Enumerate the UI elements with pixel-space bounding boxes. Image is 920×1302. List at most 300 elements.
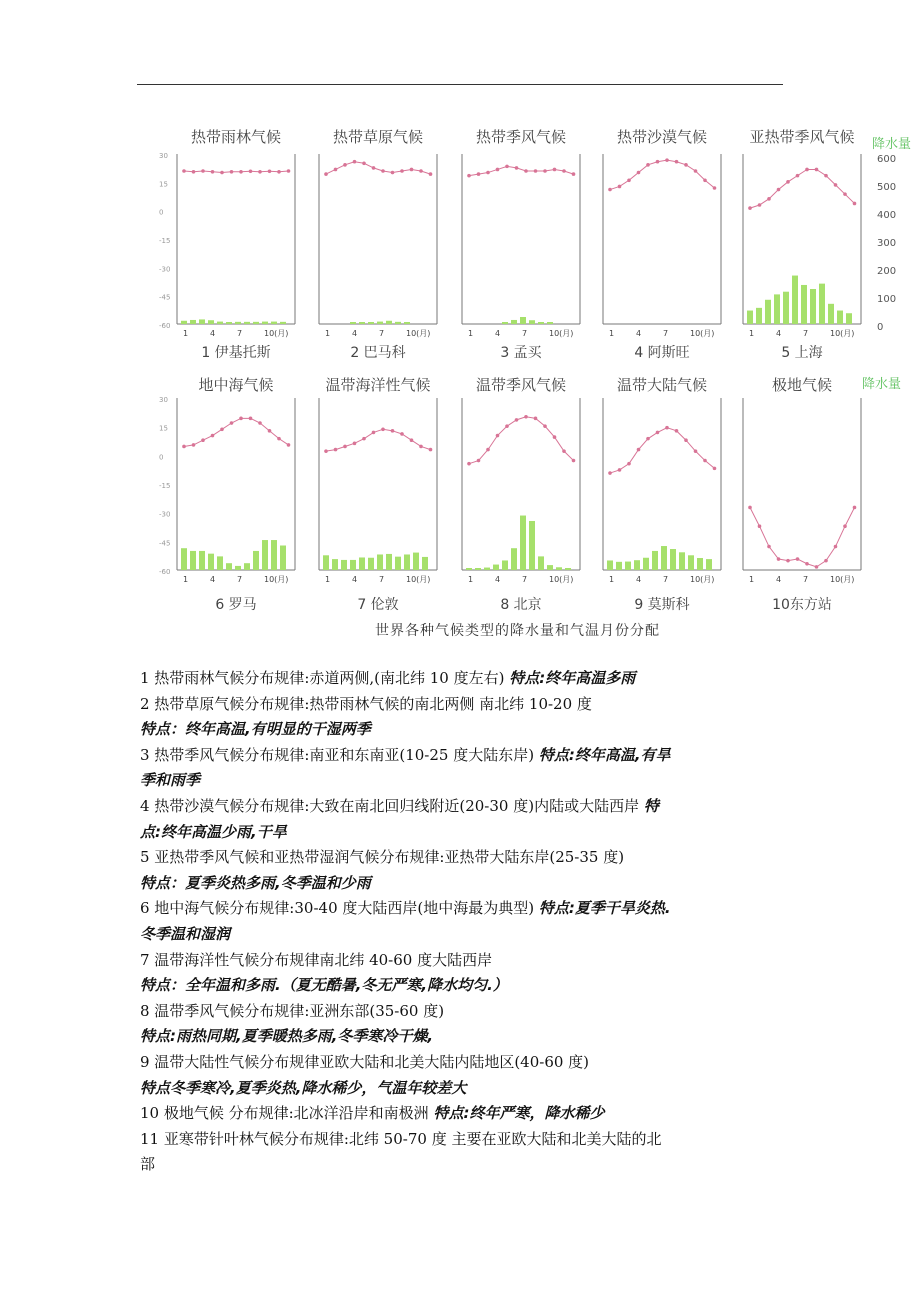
- precipitation-bar: [634, 560, 640, 570]
- precipitation-tick-label: 400: [877, 210, 897, 221]
- temperature-point: [786, 180, 790, 184]
- precipitation-bar: [774, 294, 780, 324]
- figure-caption: 世界各种气候类型的降水量和气温月份分配: [375, 623, 660, 639]
- month-tick-label: 1: [183, 329, 189, 338]
- temperature-point: [496, 434, 500, 438]
- month-tick-label: 4: [495, 575, 501, 584]
- temperature-point: [400, 169, 404, 173]
- precipitation-bar: [395, 557, 401, 570]
- precipitation-bar: [208, 554, 214, 570]
- precipitation-bar: [217, 322, 223, 324]
- temperature-point: [239, 170, 243, 174]
- temperature-point: [843, 524, 847, 528]
- panel-place-label: 3 孟买: [500, 345, 542, 361]
- temperature-point: [627, 178, 631, 182]
- temperature-point: [192, 170, 196, 174]
- month-tick-label: 7: [522, 329, 528, 338]
- temperature-point: [608, 188, 612, 192]
- temperature-point: [211, 434, 215, 438]
- temperature-point: [429, 172, 433, 176]
- precipitation-bar: [199, 551, 205, 570]
- climate-feature: 点:终年高温少雨,干旱: [140, 822, 287, 841]
- temperature-point: [486, 448, 490, 452]
- temperature-point: [268, 429, 272, 433]
- temperature-point: [777, 557, 781, 561]
- month-tick-label: 4: [352, 575, 358, 584]
- distribution-rule: 6 地中海气候分布规律:30-40 度大陆西岸(地中海最为典型): [140, 899, 539, 918]
- temperature-line: [750, 507, 855, 566]
- precipitation-bar: [377, 322, 383, 324]
- temperature-point: [843, 192, 847, 196]
- temperature-point: [391, 429, 395, 433]
- temperature-tick-label: 0: [159, 453, 164, 462]
- text-line: [140, 922, 790, 948]
- climate-feature: 特点:终年严寒，降水稀少: [433, 1104, 605, 1123]
- precipitation-bar: [332, 559, 338, 570]
- climate-feature: 特点：终年高温,有明显的干湿两季: [140, 720, 371, 739]
- precipitation-bar: [217, 556, 223, 570]
- temperature-point: [400, 432, 404, 436]
- temperature-tick-label: -60: [159, 568, 171, 576]
- climate-feature: 特点:终年高温,有旱: [538, 745, 671, 764]
- temperature-line: [184, 171, 289, 173]
- temperature-point: [646, 163, 650, 167]
- month-tick-label: 4: [495, 329, 501, 338]
- text-line: [140, 1127, 790, 1153]
- climate-description: [140, 666, 790, 1178]
- month-tick-label: 7: [663, 329, 669, 338]
- precipitation-bar: [810, 289, 816, 324]
- precipitation-bar: [244, 322, 250, 324]
- temperature-tick-label: -15: [159, 482, 171, 490]
- temperature-point: [515, 418, 519, 422]
- temperature-point: [834, 183, 838, 187]
- text-line: [140, 871, 790, 897]
- temperature-point: [324, 449, 328, 453]
- precipitation-bar: [511, 320, 517, 324]
- temperature-point: [543, 169, 547, 173]
- precipitation-tick-label: 500: [877, 182, 897, 193]
- precipitation-bar: [679, 552, 685, 570]
- climate-feature: 特点:雨热同期,夏季暖热多雨,冬季寒冷干燥,: [140, 1027, 434, 1046]
- temperature-point: [220, 171, 224, 175]
- temperature-point: [758, 203, 762, 207]
- temperature-point: [553, 168, 557, 172]
- temperature-point: [201, 438, 205, 442]
- temperature-point: [767, 197, 771, 201]
- temperature-point: [553, 435, 557, 439]
- temperature-point: [665, 158, 669, 162]
- precipitation-bar: [538, 322, 544, 324]
- temperature-point: [796, 174, 800, 178]
- precipitation-bar: [226, 563, 232, 570]
- temperature-point: [249, 170, 253, 174]
- temperature-point: [572, 172, 576, 176]
- temperature-point: [258, 421, 262, 425]
- month-tick-label: 4: [776, 575, 782, 584]
- temperature-point: [572, 459, 576, 463]
- precipitation-bar: [359, 557, 365, 570]
- temperature-point: [496, 168, 500, 172]
- temperature-tick-label: 30: [159, 152, 168, 160]
- temperature-point: [249, 417, 253, 421]
- temperature-point: [419, 445, 423, 449]
- temperature-point: [429, 448, 433, 452]
- temperature-tick-label: -45: [159, 293, 171, 302]
- temperature-point: [287, 443, 291, 447]
- month-tick-label: 7: [803, 329, 809, 338]
- month-tick-label: 7: [663, 575, 669, 584]
- precipitation-bar: [359, 322, 365, 324]
- temperature-point: [805, 168, 809, 172]
- temperature-tick-label: 30: [159, 396, 168, 404]
- precipitation-bar: [502, 322, 508, 324]
- precipitation-bar: [253, 322, 259, 324]
- precipitation-bar: [280, 545, 286, 570]
- text-line: [140, 1076, 790, 1102]
- text-line: [140, 743, 790, 769]
- precipitation-bar: [271, 540, 277, 570]
- temperature-point: [675, 160, 679, 164]
- temperature-point: [211, 170, 215, 174]
- precipitation-bar: [404, 554, 410, 570]
- temperature-point: [391, 171, 395, 175]
- temperature-point: [694, 169, 698, 173]
- temperature-tick-label: -60: [159, 322, 171, 330]
- month-tick-label: 10(月): [830, 329, 855, 338]
- temperature-point: [534, 169, 538, 173]
- precipitation-bar: [466, 568, 472, 570]
- precipitation-bar: [422, 557, 428, 570]
- precipitation-bar: [652, 551, 658, 570]
- precipitation-bar: [235, 566, 241, 570]
- precipitation-bar: [801, 285, 807, 324]
- temperature-point: [853, 202, 857, 206]
- temperature-tick-label: -30: [159, 265, 171, 274]
- temperature-point: [853, 506, 857, 510]
- precipitation-bar: [386, 321, 392, 324]
- precipitation-tick-label: 200: [877, 266, 897, 277]
- month-tick-label: 4: [210, 329, 216, 338]
- temperature-point: [353, 442, 357, 446]
- climate-feature: 特点:夏季干旱炎热.: [538, 899, 671, 918]
- distribution-rule: 5 亚热带季风气候和亚热带湿润气候分布规律:亚热带大陆东岸(25-35 度): [140, 848, 625, 867]
- temperature-point: [353, 160, 357, 164]
- month-tick-label: 1: [609, 329, 615, 338]
- temperature-point: [268, 170, 272, 174]
- panel-title: 亚热带季风气候: [749, 128, 855, 146]
- temperature-point: [372, 166, 376, 170]
- panel-place-label: 1 伊基托斯: [201, 345, 271, 361]
- month-tick-label: 7: [803, 575, 809, 584]
- climate-figure: [137, 118, 920, 648]
- temperature-point: [748, 506, 752, 510]
- month-tick-label: 1: [468, 329, 474, 338]
- climate-charts: [137, 118, 920, 618]
- panel-place-label: 10东方站: [772, 597, 832, 613]
- temperature-point: [656, 431, 660, 435]
- distribution-rule: 9 温带大陆性气候分布规律亚欧大陆和北美大陆内陆地区(40-60 度): [140, 1052, 590, 1071]
- text-line: [140, 717, 790, 743]
- precipitation-bar: [661, 546, 667, 570]
- temperature-point: [713, 467, 717, 471]
- climate-feature: 特: [643, 796, 659, 815]
- panel-place-label: 5 上海: [781, 345, 823, 361]
- temperature-point: [684, 438, 688, 442]
- precipitation-bar: [616, 562, 622, 570]
- temperature-point: [713, 186, 717, 190]
- text-line: [140, 896, 790, 922]
- panel-title: 热带雨林气候: [190, 128, 282, 146]
- month-tick-label: 10(月): [406, 329, 431, 338]
- temperature-point: [477, 459, 481, 463]
- precipitation-tick-label: 600: [877, 154, 897, 165]
- precipitation-bar: [765, 300, 771, 324]
- month-tick-label: 1: [609, 575, 615, 584]
- month-tick-label: 7: [237, 575, 243, 584]
- temperature-point: [477, 172, 481, 176]
- temperature-point: [505, 424, 509, 428]
- temperature-point: [618, 468, 622, 472]
- text-line: [140, 794, 790, 820]
- precipitation-bar: [350, 560, 356, 570]
- temperature-point: [543, 424, 547, 428]
- temperature-point: [824, 559, 828, 563]
- temperature-point: [467, 462, 471, 466]
- temperature-point: [343, 163, 347, 167]
- temperature-point: [410, 168, 414, 172]
- panel-title: 极地气候: [771, 376, 833, 394]
- text-line: [140, 1152, 790, 1178]
- month-tick-label: 10(月): [549, 329, 574, 338]
- distribution-rule: 部: [140, 1155, 156, 1174]
- temperature-point: [277, 170, 281, 174]
- temperature-point: [324, 172, 328, 176]
- month-tick-label: 4: [636, 329, 642, 338]
- precipitation-bar: [280, 322, 286, 324]
- temperature-point: [362, 161, 366, 165]
- month-tick-label: 7: [379, 575, 385, 584]
- precipitation-bar: [226, 322, 232, 324]
- precipitation-bar: [244, 563, 250, 570]
- month-tick-label: 7: [379, 329, 385, 338]
- temperature-tick-label: 15: [159, 424, 168, 433]
- panel-title: 热带草原气候: [332, 128, 424, 146]
- temperature-point: [796, 557, 800, 561]
- precipitation-bar: [792, 276, 798, 324]
- precipitation-bar: [368, 558, 374, 570]
- text-line: [140, 1050, 790, 1076]
- panel-title: 温带季风气候: [475, 376, 567, 394]
- precipitation-bar: [706, 559, 712, 570]
- text-line: [140, 948, 790, 974]
- temperature-point: [665, 426, 669, 430]
- precipitation-bar: [502, 560, 508, 570]
- precipitation-bar: [262, 540, 268, 570]
- precipitation-bar: [607, 560, 613, 570]
- precipitation-bar: [190, 551, 196, 570]
- temperature-point: [258, 170, 262, 174]
- temperature-point: [524, 415, 528, 419]
- temperature-point: [703, 459, 707, 463]
- panel-place-label: 8 北京: [500, 597, 542, 613]
- temperature-point: [419, 169, 423, 173]
- precipitation-bar: [529, 521, 535, 570]
- temperature-tick-label: -45: [159, 539, 171, 548]
- panel-title: 温带大陆气候: [616, 376, 708, 394]
- precipitation-bar: [547, 565, 553, 570]
- precipitation-bar: [828, 304, 834, 324]
- temperature-point: [372, 431, 376, 435]
- temperature-point: [815, 565, 819, 569]
- temperature-point: [220, 427, 224, 431]
- precipitation-tick-label: 0: [877, 322, 884, 333]
- panel-place-label: 7 伦敦: [357, 597, 399, 613]
- month-tick-label: 10(月): [830, 575, 855, 584]
- climate-feature: 特点:终年高温多雨: [509, 669, 636, 687]
- distribution-rule: 1 热带雨林气候分布规律:赤道两侧,(南北纬 10 度左右): [140, 669, 510, 687]
- temperature-point: [182, 445, 186, 449]
- temperature-tick-label: 15: [159, 180, 168, 189]
- precipitation-tick-label: 100: [877, 294, 897, 305]
- temperature-point: [824, 174, 828, 178]
- temperature-point: [748, 206, 752, 210]
- temperature-point: [524, 169, 528, 173]
- temperature-point: [334, 168, 338, 172]
- precipitation-bar: [756, 308, 762, 324]
- precipitation-bar: [235, 322, 241, 324]
- temperature-point: [637, 171, 641, 175]
- temperature-point: [646, 437, 650, 441]
- precipitation-bar: [565, 568, 571, 570]
- temperature-line: [610, 160, 715, 189]
- panel-title: 热带沙漠气候: [616, 128, 708, 146]
- temperature-point: [805, 562, 809, 566]
- precipitation-bar: [413, 553, 419, 570]
- temperature-point: [777, 188, 781, 192]
- temperature-line: [469, 166, 574, 175]
- precipitation-bar: [643, 558, 649, 570]
- text-line: [140, 692, 790, 718]
- temperature-point: [239, 417, 243, 421]
- precipitation-axis-title: 降水量: [862, 377, 902, 392]
- temperature-point: [758, 524, 762, 528]
- precipitation-bar: [783, 292, 789, 324]
- precipitation-bar: [529, 320, 535, 324]
- temperature-point: [562, 169, 566, 173]
- precipitation-bar: [520, 516, 526, 570]
- temperature-point: [201, 169, 205, 173]
- precipitation-bar: [697, 558, 703, 570]
- distribution-rule: 2 热带草原气候分布规律:热带雨林气候的南北两侧 南北纬 10-20 度: [140, 694, 592, 713]
- text-line: [140, 1101, 790, 1127]
- distribution-rule: 4 热带沙漠气候分布规律:大致在南北回归线附近(20-30 度)内陆或大陆西岸: [140, 796, 644, 815]
- month-tick-label: 1: [749, 329, 755, 338]
- precipitation-bar: [747, 311, 753, 324]
- temperature-point: [182, 169, 186, 173]
- month-tick-label: 4: [352, 329, 358, 338]
- precipitation-bar: [520, 317, 526, 324]
- temperature-point: [815, 168, 819, 172]
- month-tick-label: 1: [325, 575, 331, 584]
- temperature-line: [750, 169, 855, 208]
- month-tick-label: 10(月): [690, 329, 715, 338]
- precipitation-bar: [511, 548, 517, 570]
- month-tick-label: 10(月): [264, 329, 289, 338]
- precipitation-bar: [819, 284, 825, 324]
- temperature-line: [469, 417, 574, 464]
- precipitation-bar: [271, 322, 277, 324]
- temperature-point: [381, 427, 385, 431]
- temperature-point: [230, 421, 234, 425]
- temperature-point: [534, 417, 538, 421]
- text-line: [140, 820, 790, 846]
- panel-title: 地中海气候: [198, 376, 274, 394]
- header-rule: [137, 84, 783, 85]
- distribution-rule: 8 温带季风气候分布规律:亚洲东部(35-60 度): [140, 1001, 445, 1020]
- climate-feature: 特点：全年温和多雨.（夏无酷暑,冬无严寒,降水均匀.）: [140, 976, 508, 995]
- temperature-line: [326, 162, 431, 174]
- temperature-point: [618, 185, 622, 189]
- temperature-point: [505, 165, 509, 169]
- precipitation-bar: [208, 320, 214, 324]
- precipitation-axis-title: 降水量: [872, 137, 912, 152]
- month-tick-label: 10(月): [549, 575, 574, 584]
- temperature-point: [381, 169, 385, 173]
- precipitation-bar: [475, 568, 481, 570]
- temperature-point: [608, 471, 612, 475]
- precipitation-bar: [688, 555, 694, 570]
- climate-feature: 特点：夏季炎热多雨,冬季温和少雨: [140, 873, 371, 892]
- precipitation-bar: [323, 555, 329, 570]
- precipitation-bar: [837, 311, 843, 324]
- temperature-tick-label: 0: [159, 208, 164, 217]
- temperature-point: [627, 462, 631, 466]
- temperature-point: [277, 437, 281, 441]
- month-tick-label: 10(月): [406, 575, 431, 584]
- climate-feature: 冬季温和湿润: [140, 924, 231, 943]
- temperature-tick-label: -30: [159, 510, 171, 519]
- text-line: [140, 768, 790, 794]
- month-tick-label: 1: [183, 575, 189, 584]
- temperature-point: [343, 445, 347, 449]
- month-tick-label: 4: [210, 575, 216, 584]
- temperature-point: [287, 169, 291, 173]
- temperature-point: [656, 160, 660, 164]
- month-tick-label: 1: [749, 575, 755, 584]
- precipitation-bar: [493, 565, 499, 570]
- precipitation-bar: [547, 322, 553, 324]
- temperature-point: [334, 448, 338, 452]
- temperature-point: [694, 449, 698, 453]
- month-tick-label: 1: [325, 329, 331, 338]
- panel-place-label: 4 阿斯旺: [634, 345, 690, 361]
- temperature-point: [486, 171, 490, 175]
- precipitation-bar: [199, 319, 205, 324]
- precipitation-bar: [625, 562, 631, 570]
- temperature-point: [467, 174, 471, 178]
- precipitation-bar: [377, 554, 383, 570]
- temperature-line: [610, 428, 715, 473]
- month-tick-label: 10(月): [690, 575, 715, 584]
- temperature-tick-label: -15: [159, 237, 171, 245]
- precipitation-bar: [395, 322, 401, 324]
- temperature-line: [184, 418, 289, 446]
- month-tick-label: 1: [468, 575, 474, 584]
- temperature-point: [675, 429, 679, 433]
- distribution-rule: 11 亚寒带针叶林气候分布规律:北纬 50-70 度 主要在亚欧大陆和北美大陆的北: [140, 1129, 662, 1148]
- temperature-point: [410, 438, 414, 442]
